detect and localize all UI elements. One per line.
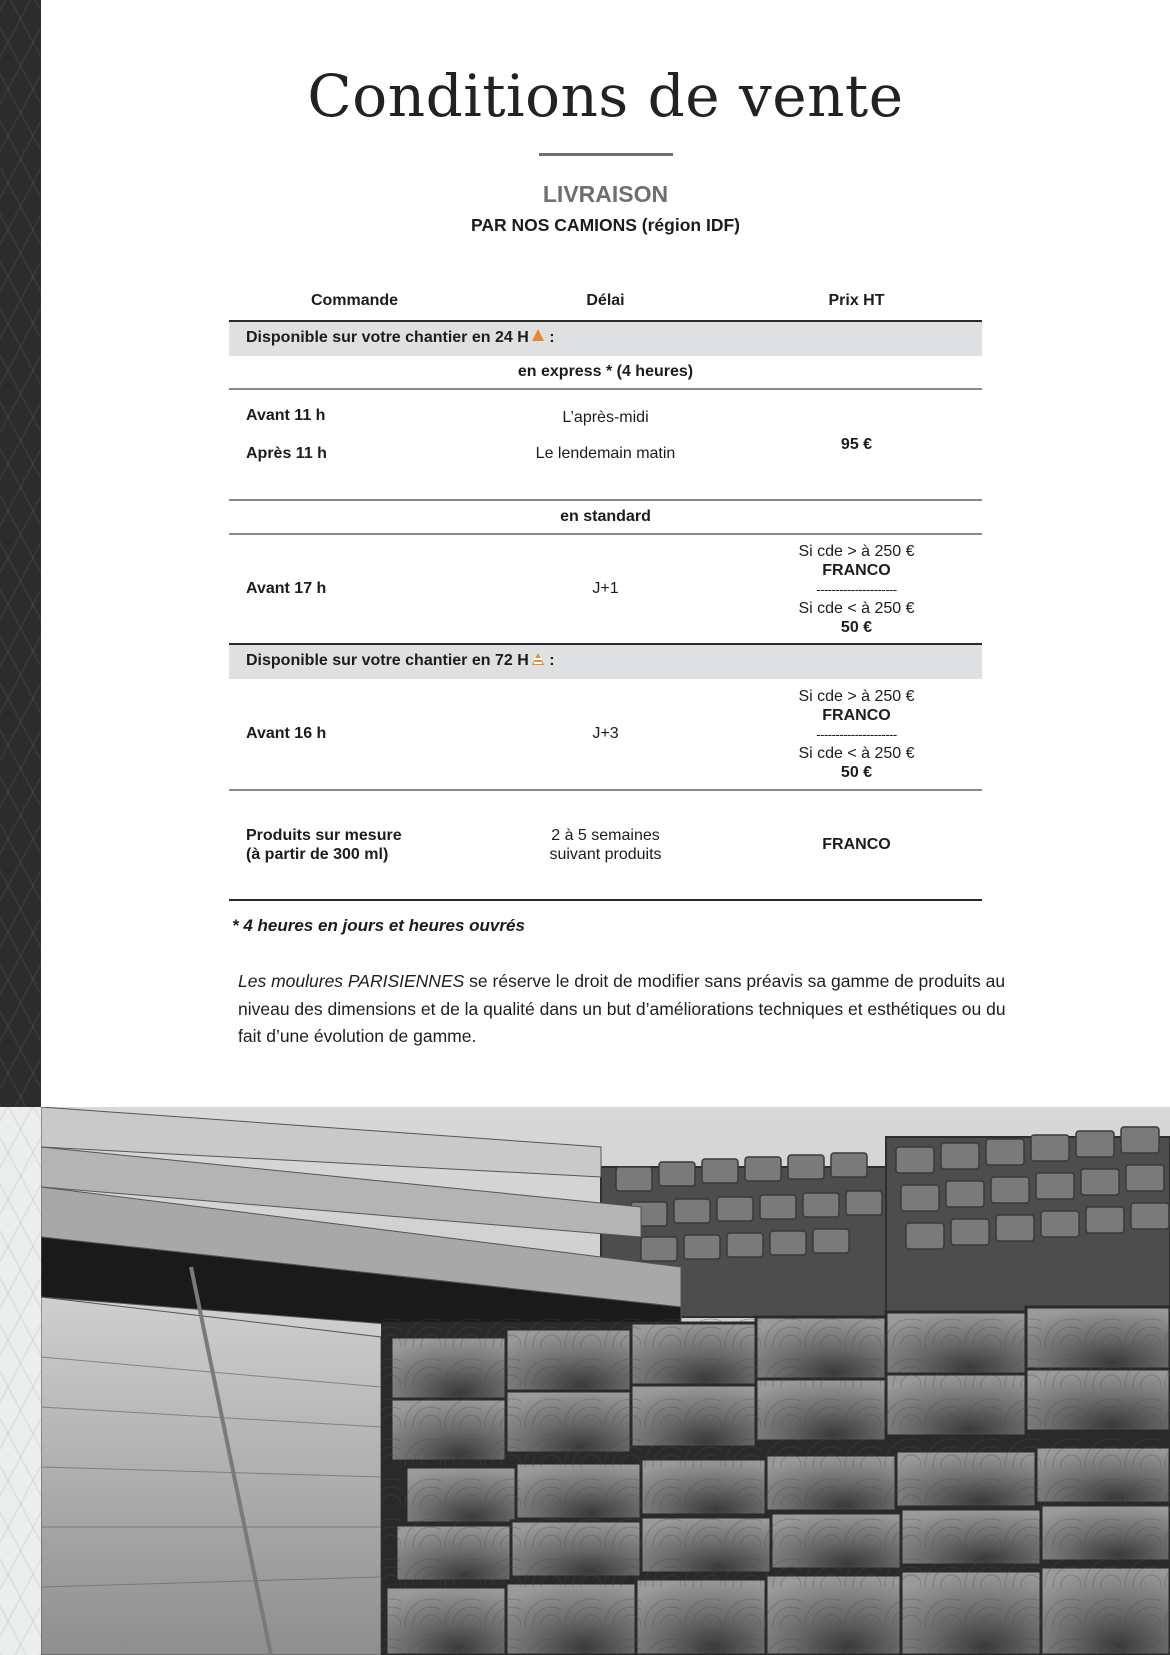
band-24h-label: Disponible sur votre chantier en 24 H [246, 329, 529, 346]
band-72h-label: Disponible sur votre chantier en 72 H [246, 652, 529, 669]
table-rule [229, 533, 982, 535]
column-header-delai: Délai [586, 292, 625, 309]
price-condition: Si cde < à 250 € [798, 600, 915, 617]
delai-cell: J+1 [592, 580, 619, 597]
lumber-stack-photo [41, 1107, 1170, 1655]
warning-triangle-icon [532, 329, 544, 341]
table-rule [229, 789, 982, 791]
decorative-side-strip-light [0, 1107, 41, 1655]
commande-cell: Avant 17 h [246, 580, 327, 597]
standard-label: en standard [560, 508, 651, 525]
band-24h [229, 322, 982, 356]
price-separator: --------------------- [816, 582, 897, 597]
band-72h-suffix: : [549, 652, 555, 669]
price-franco: FRANCO [822, 562, 891, 579]
column-header-prix: Prix HT [828, 292, 885, 309]
decorative-side-strip-dark [0, 0, 41, 1107]
table-bottom-rule [229, 899, 982, 901]
price-condition: Si cde > à 250 € [798, 688, 915, 705]
price-separator: --------------------- [816, 727, 897, 742]
page-title: Conditions de vente [307, 62, 904, 130]
price-condition: Si cde < à 250 € [798, 745, 915, 762]
table-rule [229, 499, 982, 501]
price-condition: Si cde > à 250 € [798, 543, 915, 560]
table-rule [229, 388, 982, 390]
disclaimer-text: se réserve le droit de modifier sans préavis sa gamme de produits au niveau des dimensions et de la qualité dans un but d’améliorations techniques et esthétiques ou du fait d’une évolution de gamme. [238, 971, 1006, 1046]
price-value: 50 € [840, 619, 873, 636]
company-name: Les moulures PARISIENNES [238, 971, 465, 991]
disclaimer-paragraph [238, 968, 1008, 1051]
column-header-commande: Commande [310, 292, 399, 309]
delai-cell: 2 à 5 semaines suivant produits [549, 827, 662, 863]
section-heading: LIVRAISON [542, 181, 669, 207]
commande-cell: Après 11 h [246, 445, 327, 462]
commande-cell: Produits sur mesure (à partir de 300 ml) [246, 827, 402, 863]
delai-cell: J+3 [592, 725, 619, 742]
band-72h [229, 645, 982, 679]
express-price: 95 € [840, 436, 873, 453]
custom-price: FRANCO [822, 836, 891, 853]
section-subheading: PAR NOS CAMIONS (région IDF) [471, 215, 740, 235]
title-divider [539, 153, 673, 156]
price-value: 50 € [840, 764, 873, 781]
express-label: en express * (4 heures) [517, 363, 694, 380]
band-24h-suffix: : [549, 329, 555, 346]
delai-cell: L’après-midi [562, 409, 649, 426]
commande-cell: Avant 16 h [246, 725, 327, 742]
striped-warning-triangle-icon [532, 653, 544, 665]
price-franco: FRANCO [822, 707, 891, 724]
delai-cell: Le lendemain matin [535, 445, 676, 462]
footnote: * 4 heures en jours et heures ouvrés [232, 916, 525, 935]
commande-cell: Avant 11 h [246, 407, 326, 424]
